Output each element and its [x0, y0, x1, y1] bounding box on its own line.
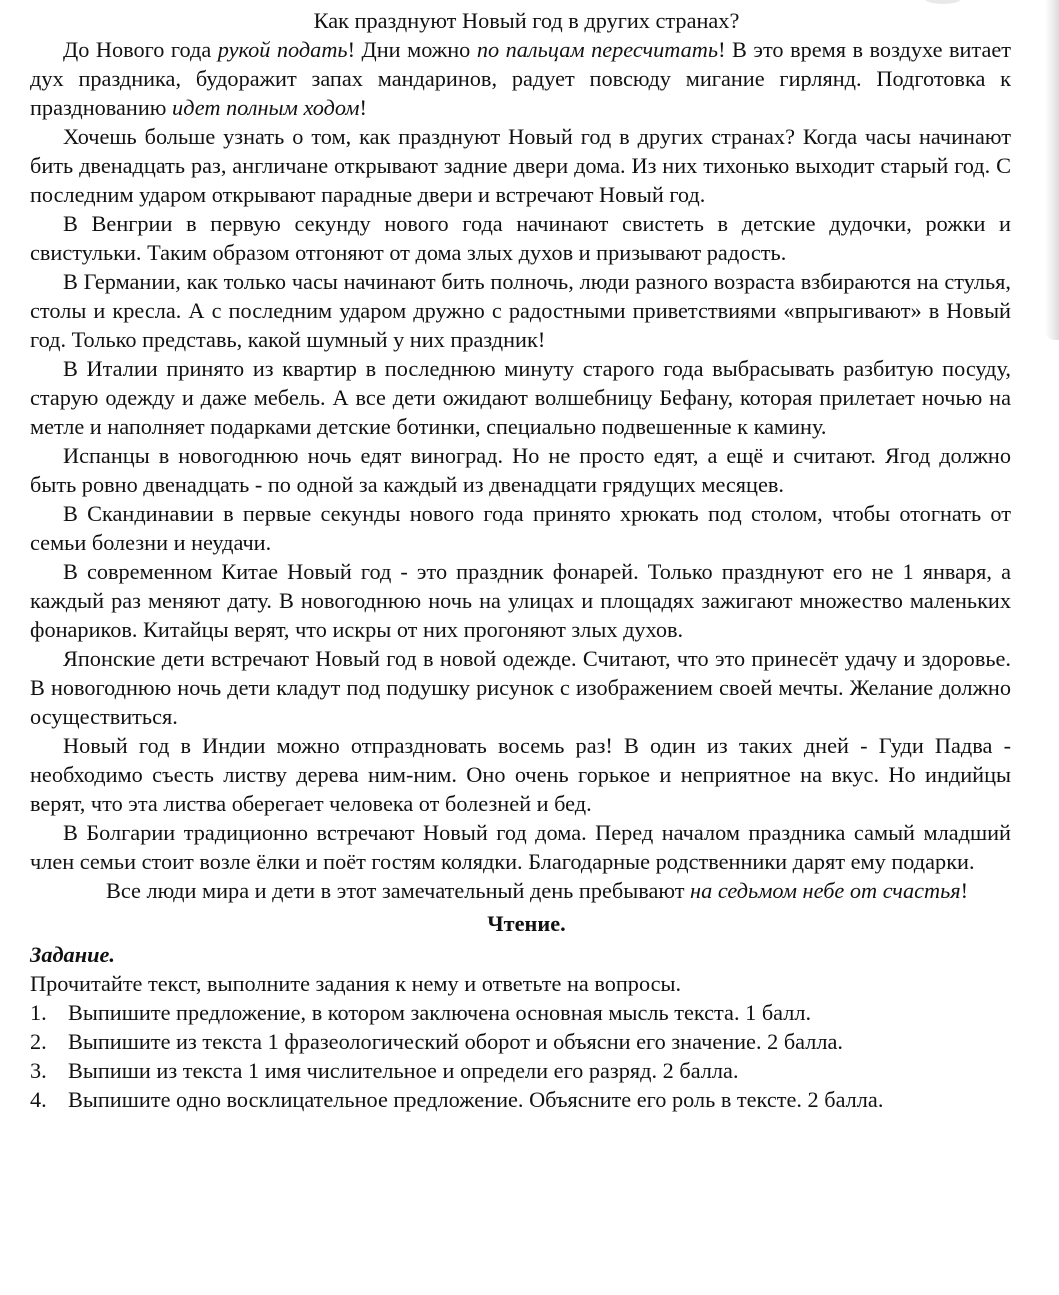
text-run: Японские дети встречают Новый год в новой одежде. Считают, что это принесёт удачу и здоровье. В новогоднюю ночь дети кладут под подушку рисунок с изображением своей мечты. Желание должно осуществиться. — [30, 646, 1011, 729]
task-number: 4. — [30, 1087, 47, 1112]
task-text: Выпишите предложение, в котором заключена основная мысль текста. 1 балл. — [68, 1000, 812, 1025]
text-run: До Нового года — [63, 37, 218, 62]
text-run: ! В это время в воздухе витает дух праздника, будоражит запах мандаринов, радует повсюду мигание гирлянд. Подготовка к празднованию — [30, 37, 1011, 120]
task-label: Задание. — [30, 942, 115, 967]
paragraph — [30, 499, 1011, 557]
text-run: В современном Китае Новый год - это праздник фонарей. Только празднуют его не 1 января, а каждый раз меняют дату. В новогоднюю ночь на улицах и площадях зажигают множество маленьких фонариков. Китайцы верят, что искры от них прогоняют злых духов. — [30, 559, 1011, 642]
paragraph — [30, 441, 1011, 499]
text-run: ! — [960, 878, 969, 903]
task-text: Выпишите одно восклицательное предложение. Объясните его роль в тексте. 2 балла. — [68, 1087, 884, 1112]
task-number: 1. — [30, 1000, 47, 1025]
text-run: Хочешь больше узнать о том, как празднуют Новый год в других странах? Когда часы начинают бить двенадцать раз, англичане открывают задние двери дома. Из них тихонько выходит старый год. С последним ударом открывают парадные двери и встречают Новый год. — [30, 124, 1011, 207]
paragraph — [30, 209, 1011, 267]
paragraph — [30, 35, 1011, 122]
text-run: ! Дни можно — [347, 37, 477, 62]
text-run: В Болгарии традиционно встречают Новый год дома. Перед началом праздника самый младший член семьи стоит возле ёлки и поёт гостям колядки. Благодарные родственники дарят ему подарки. — [30, 820, 1011, 874]
task-number: 3. — [30, 1058, 47, 1083]
task-item — [30, 1085, 1011, 1114]
text-run: ! — [359, 95, 367, 120]
task-item — [30, 1056, 1011, 1085]
closing-paragraph — [30, 876, 1011, 905]
paragraph — [30, 644, 1011, 731]
paragraph — [30, 557, 1011, 644]
text-run: В Скандинавии в первые секунды нового года принято хрюкать под столом, чтобы отогнать от семьи болезни и неудачи. — [30, 501, 1011, 555]
text-run: В Германии, как только часы начинают бить полночь, люди разного возраста взбираются на стулья, столы и кресла. А с последним ударом дружно с радостными приветствиями «впрыгивают» в Новый год. Только представь, какой шумный у них праздник! — [30, 269, 1011, 352]
paragraph — [30, 818, 1011, 876]
italic-phrase: рукой подать — [217, 37, 348, 62]
task-list — [30, 998, 1011, 1114]
document-title: Как празднуют Новый год в других странах? — [313, 8, 740, 33]
task-text: Выпишите из текста 1 фразеологический оборот и объясни его значение. 2 балла. — [68, 1029, 843, 1054]
text-run: В Италии принято из квартир в последнюю минуту старого года выбрасывать разбитую посуду, старую одежду и даже мебель. А все дети ожидают волшебницу Бефану, которая прилетает ночью на метле и наполняет подарками детские ботинки, специально подвешенные к камину. — [30, 356, 1011, 439]
task-item — [30, 1027, 1011, 1056]
page-edge-shadow — [1045, 0, 1059, 340]
task-text: Выпиши из текста 1 имя числительное и определи его разряд. 2 балла. — [68, 1058, 739, 1083]
cutoff-line — [30, 0, 1011, 6]
reading-heading: Чтение. — [487, 911, 566, 936]
paragraph — [30, 267, 1011, 354]
paragraph — [30, 731, 1011, 818]
paragraph — [30, 122, 1011, 209]
italic-phrase: на седьмом небе от счастья — [690, 878, 961, 903]
task-number: 2. — [30, 1029, 47, 1054]
body-paragraphs — [30, 35, 1011, 876]
text-run: Новый год в Индии можно отпраздновать восемь раз! В один из таких дней - Гуди Падва - необходимо съесть листву дерева ним-ним. Оно очень горькое и неприятное на вкус. Но индийцы верят, что эта листва оберегает человека от болезней и бед. — [30, 733, 1011, 816]
text-run: Все люди мира и дети в этот замечательный день пребывают — [106, 878, 691, 903]
task-instruction: Прочитайте текст, выполните задания к нему и ответьте на вопросы. — [30, 971, 682, 996]
paragraph — [30, 354, 1011, 441]
text-run: В Венгрии в первую секунду нового года начинают свистеть в детские дудочки, рожки и свистульки. Таким образом отгоняют от дома злых духов и призывают радость. — [30, 211, 1011, 265]
task-item — [30, 998, 1011, 1027]
italic-phrase: идет полным ходом — [172, 95, 360, 120]
document-page — [30, 0, 1011, 1114]
text-run: Испанцы в новогоднюю ночь едят виноград. Но не просто едят, а ещё и считают. Ягод должно быть ровно двенадцать - по одной за каждый из двенадцати грядущих месяцев. — [30, 443, 1011, 497]
italic-phrase: по пальцам пересчитать — [476, 37, 719, 62]
